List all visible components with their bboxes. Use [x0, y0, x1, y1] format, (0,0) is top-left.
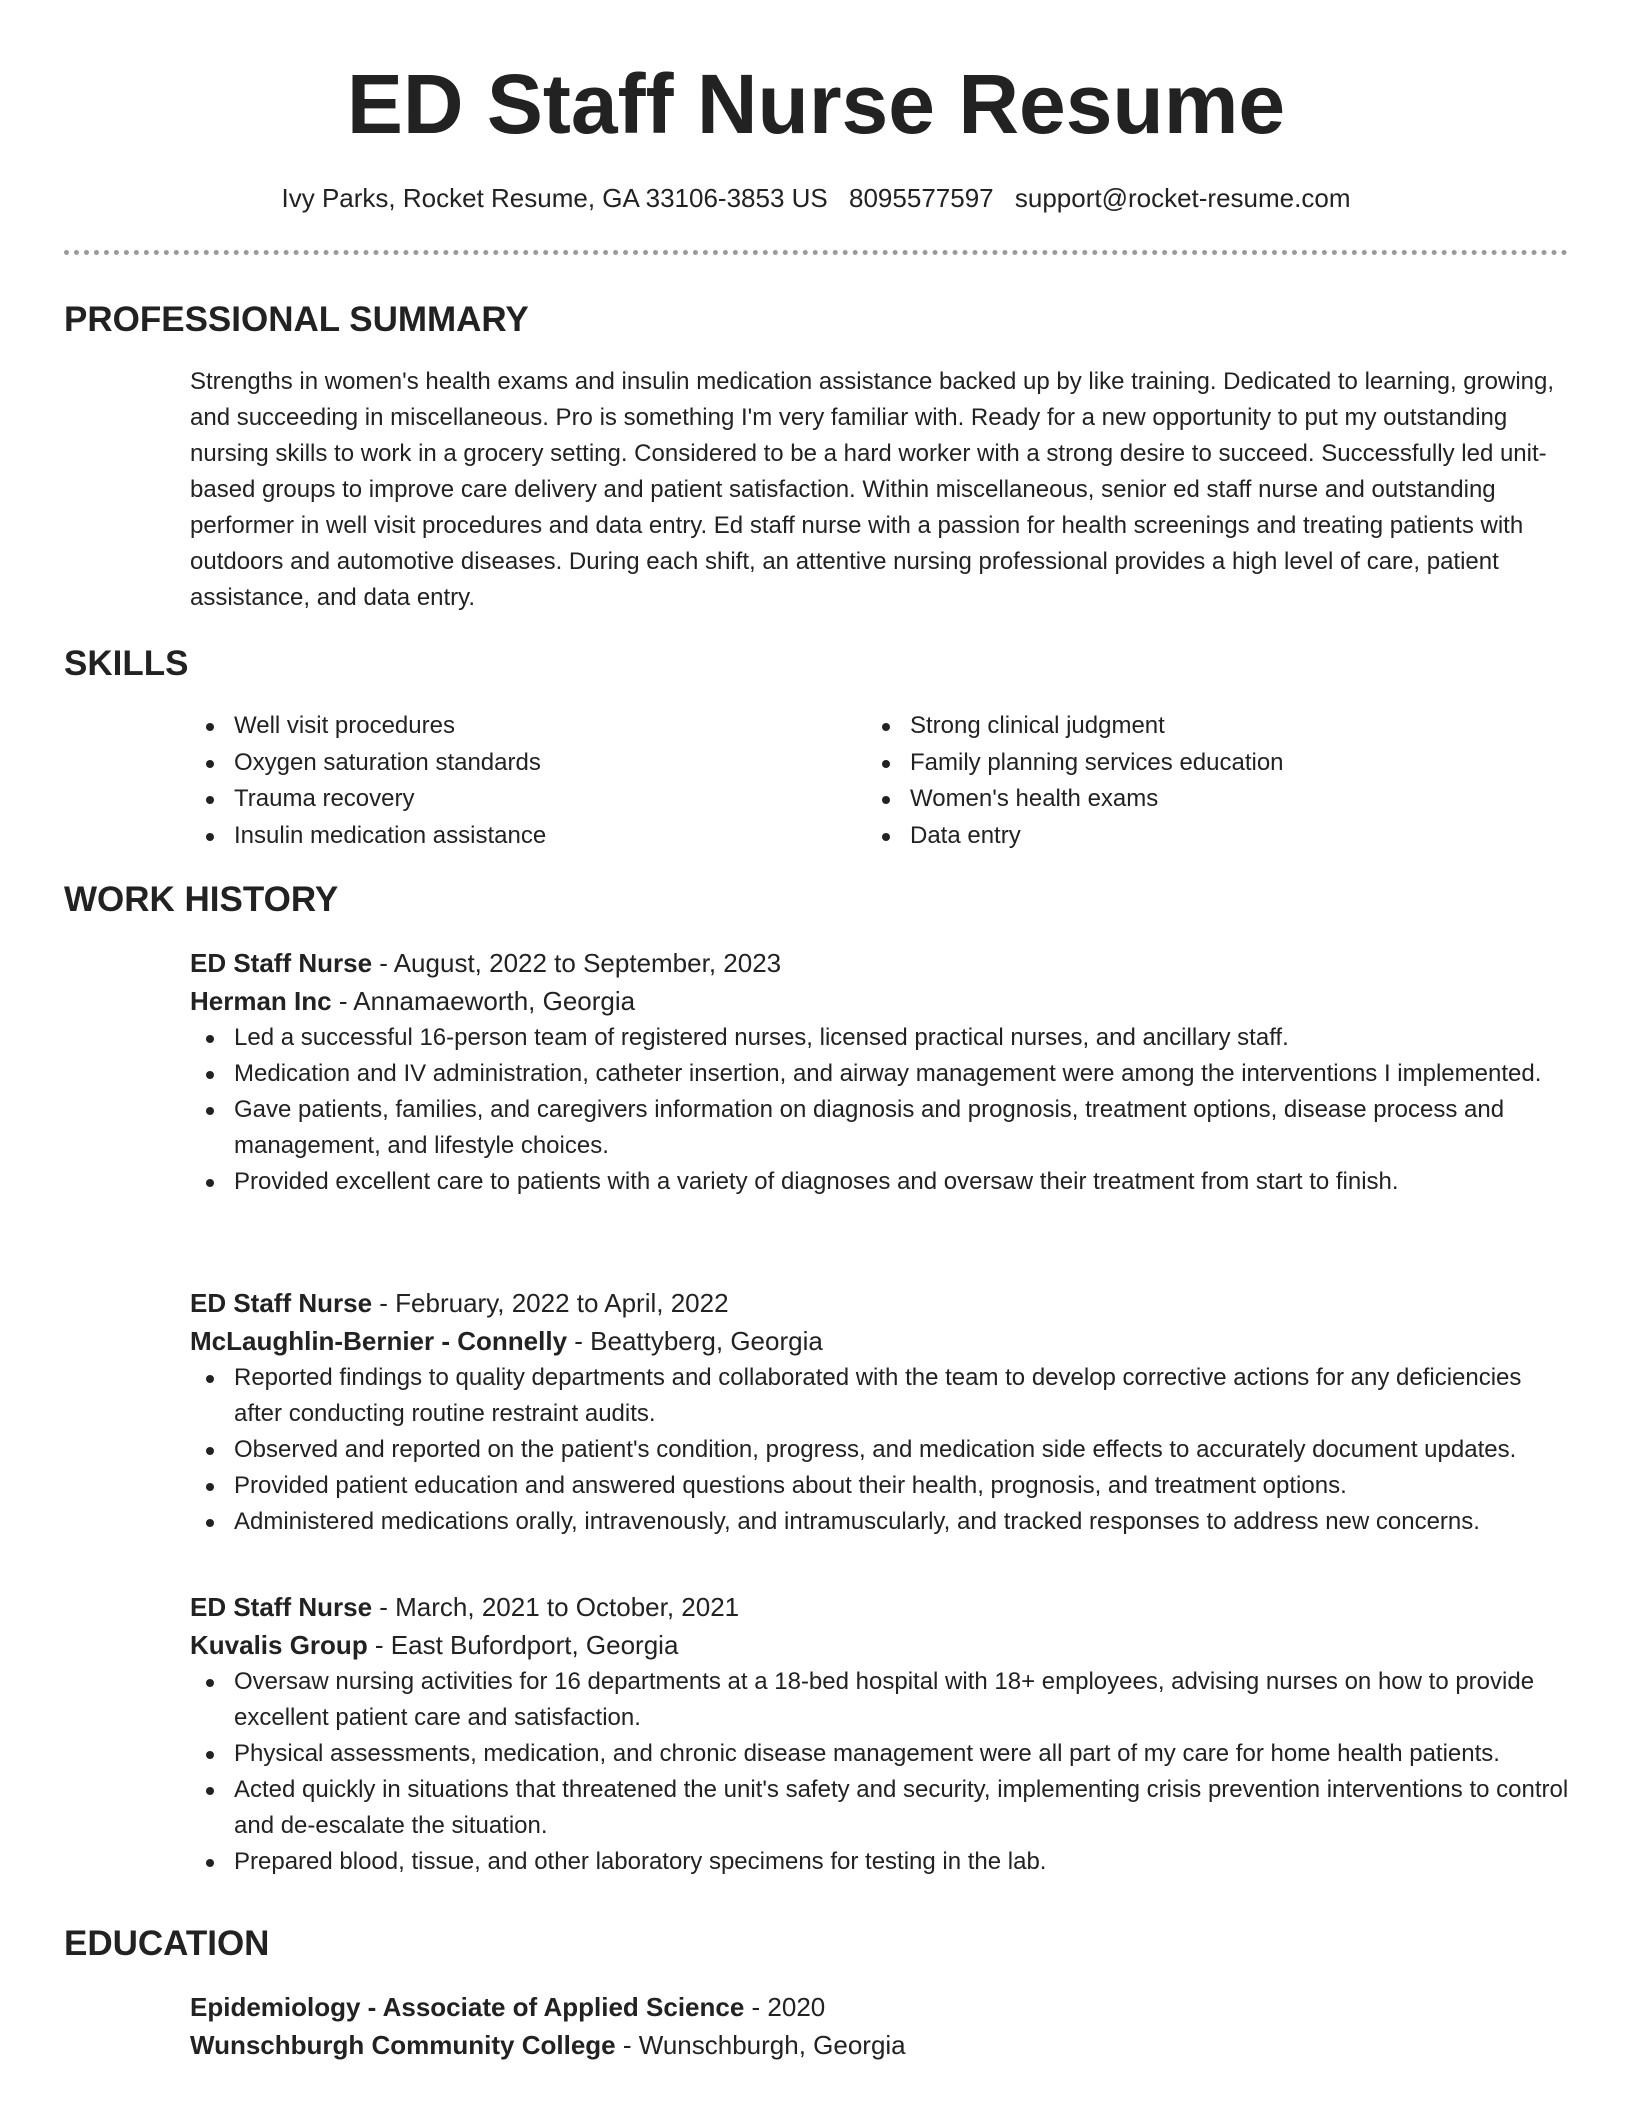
- job-duty: Provided patient education and answered questions about their health, prognosis, and treatment options.: [190, 1468, 1570, 1504]
- job-title: ED Staff Nurse: [190, 1288, 373, 1318]
- education-year: - 2020: [744, 1992, 826, 2022]
- skill-item: Well visit procedures: [190, 708, 830, 745]
- job-title-line: [190, 1284, 1570, 1322]
- summary-section: [190, 364, 1570, 616]
- job-duty: Acted quickly in situations that threatened the unit's safety and security, implementing crisis prevention interventions to control and de-escalate the situation.: [190, 1772, 1570, 1844]
- education-degree: Epidemiology - Associate of Applied Science: [190, 1992, 745, 2022]
- job-company-line: [190, 1322, 1570, 1360]
- skill-item: Trauma recovery: [190, 781, 830, 818]
- job-company: McLaughlin-Bernier - Connelly: [190, 1326, 568, 1356]
- skill-item: Oxygen saturation standards: [190, 745, 830, 782]
- job-title-line: [190, 1588, 1570, 1626]
- job-location: - East Bufordport, Georgia: [367, 1630, 679, 1660]
- job-dates: - August, 2022 to September, 2023: [372, 948, 782, 978]
- skill-item: Family planning services education: [866, 745, 1566, 782]
- summary-heading: PROFESSIONAL SUMMARY: [64, 300, 529, 339]
- education-school-line: [190, 2026, 1570, 2064]
- summary-text: Strengths in women's health exams and insulin medication assistance backed up by like training. Dedicated to learning, growing, and succeeding in miscellaneous. Pro is something I'm very familiar with. Ready for a new opportunity to put my outstanding nursing skills to work in a grocery setting. Considered to be a hard worker with a strong desire to succeed. Successfully led unit-based groups to improve care delivery and patient satisfaction. Within miscellaneous, senior ed staff nurse and outstanding performer in well visit procedures and data entry. Ed staff nurse with a passion for health screenings and treating patients with outdoors and automotive diseases. During each shift, an attentive nursing professional provides a high level of care, patient assistance, and data entry.: [190, 368, 1555, 611]
- header-divider: [64, 250, 1568, 255]
- job-duty: Observed and reported on the patient's condition, progress, and medication side effects to accurately document updates.: [190, 1432, 1570, 1468]
- job-company: Herman Inc: [190, 986, 332, 1016]
- job-duties: [190, 1664, 1570, 1880]
- job-title: ED Staff Nurse: [190, 948, 373, 978]
- job-company-line: [190, 1626, 1570, 1664]
- skill-item: Insulin medication assistance: [190, 818, 830, 855]
- job-company: Kuvalis Group: [190, 1630, 368, 1660]
- education-entry: [190, 1988, 1570, 2064]
- skill-item: Strong clinical judgment: [866, 708, 1566, 745]
- job-duty: Reported findings to quality departments and collaborated with the team to develop corrective actions for any deficiencies after conducting routine restraint audits.: [190, 1360, 1570, 1432]
- skill-item: Data entry: [866, 818, 1566, 855]
- job-entry: [190, 944, 1570, 1200]
- job-duty: Administered medications orally, intravenously, and intramuscularly, and tracked responses to address new concerns.: [190, 1504, 1570, 1540]
- education-degree-line: [190, 1988, 1570, 2026]
- contact-email: support@rocket-resume.com: [1014, 183, 1351, 213]
- job-title: ED Staff Nurse: [190, 1592, 373, 1622]
- job-duty: Provided excellent care to patients with a variety of diagnoses and oversaw their treatment from start to finish.: [190, 1164, 1570, 1200]
- job-duty: Medication and IV administration, catheter insertion, and airway management were among the interventions I implemented.: [190, 1056, 1570, 1092]
- contact-line: [0, 178, 1632, 218]
- education-location: - Wunschburgh, Georgia: [615, 2030, 906, 2060]
- job-duty: Physical assessments, medication, and chronic disease management were all part of my care for home health patients.: [190, 1736, 1570, 1772]
- education-heading: EDUCATION: [64, 1924, 270, 1963]
- job-duties: [190, 1360, 1570, 1540]
- contact-address: Ivy Parks, Rocket Resume, GA 33106-3853 US: [281, 183, 828, 213]
- job-entry: [190, 1588, 1570, 1880]
- work-history-heading: WORK HISTORY: [64, 880, 339, 919]
- job-duty: Gave patients, families, and caregivers information on diagnosis and prognosis, treatment options, disease process and management, and lifestyle choices.: [190, 1092, 1570, 1164]
- job-entry: [190, 1284, 1570, 1540]
- skill-item: Women's health exams: [866, 781, 1566, 818]
- job-dates: - March, 2021 to October, 2021: [372, 1592, 740, 1622]
- job-dates: - February, 2022 to April, 2022: [372, 1288, 729, 1318]
- job-duties: [190, 1020, 1570, 1200]
- education-school: Wunschburgh Community College: [190, 2030, 616, 2060]
- skills-list-right: [866, 708, 1566, 854]
- job-location: - Annamaeworth, Georgia: [331, 986, 636, 1016]
- skills-heading: SKILLS: [64, 644, 189, 683]
- job-location: - Beattyberg, Georgia: [567, 1326, 823, 1356]
- resume-title: ED Staff Nurse Resume: [346, 57, 1286, 151]
- job-title-line: [190, 944, 1570, 982]
- skills-list-left: [190, 708, 830, 854]
- contact-phone: 8095577597: [849, 183, 994, 213]
- job-company-line: [190, 982, 1570, 1020]
- job-duty: Led a successful 16-person team of registered nurses, licensed practical nurses, and ancillary staff.: [190, 1020, 1570, 1056]
- job-duty: Prepared blood, tissue, and other laboratory specimens for testing in the lab.: [190, 1844, 1570, 1880]
- job-duty: Oversaw nursing activities for 16 departments at a 18-bed hospital with 18+ employees, advising nurses on how to provide excellent patient care and satisfaction.: [190, 1664, 1570, 1736]
